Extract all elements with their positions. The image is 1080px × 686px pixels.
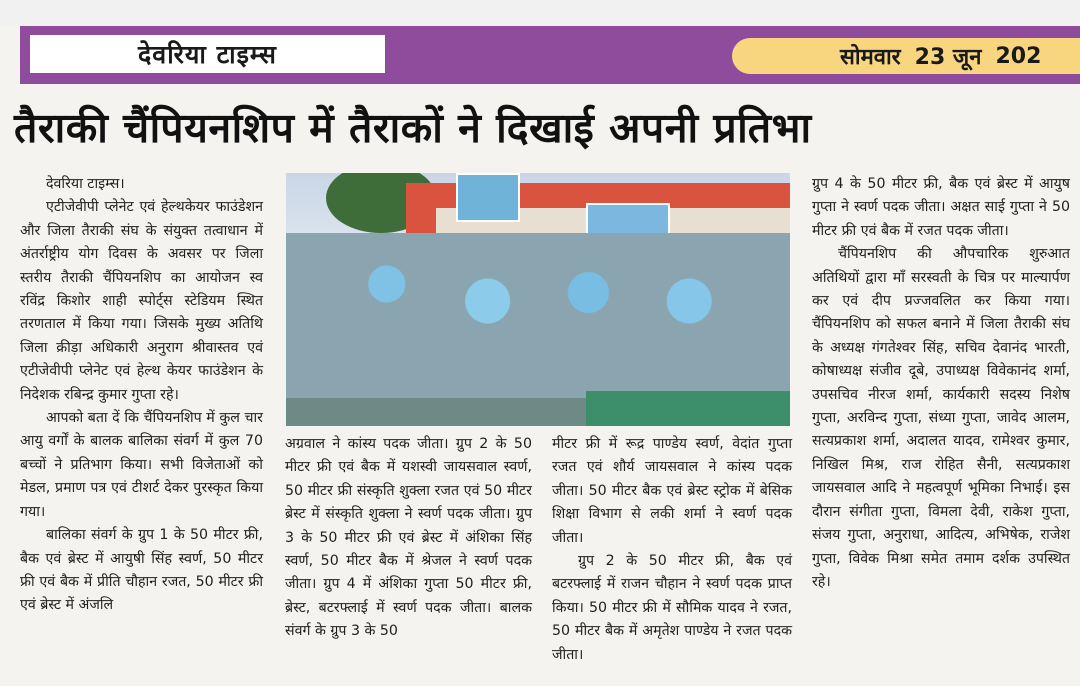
article-column-1 [20,173,263,618]
newspaper-brand: देवरिया टाइम्स [30,35,385,73]
article-headline: तैराकी चैंपियनशिप में तैराकों ने दिखाई अपनी प्रतिभा [14,104,812,152]
paragraph: ग्रुप 4 के 50 मीटर फ्री, बैक एवं ब्रेस्ट में आयुष गुप्ता ने स्वर्ण पदक जीता। अक्षत साई गुप्ता ने 50 मीटर फ्री एवं बैक में रजत पदक जीता। [812,176,1070,239]
article-column-2 [285,433,532,644]
top-strip [0,0,1080,26]
paragraph: बालिका संवर्ग के ग्रुप 1 के 50 मीटर फ्री, बैक एवं ब्रेस्ट में आयुषी सिंह स्वर्ण, 50 मीटर फ्री एवं बैक में प्रीति चौहान रजत, 50 मीटर फ्री एवं ब्रेस्ट में अंजलि [20,527,263,614]
paragraph: आपको बता दें कि चैंपियनशिप में कुल चार आयु वर्गों के बालक बालिका संवर्ग में कुल 70 बच्चों ने प्रतिभाग किया। सभी विजेताओं को मेडल, प्रमाण पत्र एवं टीशर्ट देकर पुरस्कृत किया गया। [20,410,263,520]
edition-year: 202 [995,43,1042,69]
photo-banner [456,173,520,222]
paragraph: अग्रवाल ने कांस्य पदक जीता। ग्रुप 2 के 50 मीटर फ्री एवं बैक में यशस्वी जायसवाल स्वर्ण, 50 मीटर फ्री संस्कृति शुक्ला रजत एवं 50 मीटर ब्रेस्ट में संस्कृति शुक्ला ने स्वर्ण पदक जीता। ग्रुप 3 के 50 मीटर फ्री एवं ब्रेस्ट में अंशिका सिंह स्वर्ण, 50 मीटर बैक में श्रेजल ने स्वर्ण पदक जीता। ग्रुप 4 में अंशिका गुप्ता 50 मीटर फ्री, ब्रेस्ट, बटरफ्लाई में स्वर्ण पदक जीता। बालक संवर्ग के ग्रुप 3 के 50 [285,436,532,640]
photo-green-mat [586,391,790,426]
edition-date [732,38,1080,74]
news-photo [286,173,790,426]
article-column-4 [812,173,1070,594]
masthead [20,26,1080,84]
edition-day: सोमवार [840,45,901,70]
paragraph: चैंपियनशिप की औपचारिक शुरुआत अतिथियों द्वारा माँ सरस्वती के चित्र पर माल्यार्पण कर एवं दीप प्रज्जवलित कर किया गया। चैंपियनशिप को सफल बनाने में जिला तैराकी संघ के अध्यक्ष गंगतेश्वर सिंह, सचिव देवानंद भारती, कोषाध्यक्ष संजीव दूबे, उपाध्यक्ष विवेकानंद शर्मा, उपसचिव नीरज शर्मा, कार्यकारी सदस्य निशेष गुप्ता, अरविन्द गुप्ता, संध्या गुप्ता, जावेद आलम, सत्यप्रकाश शर्मा, अदालत यादव, रामेश्वर कुमार, निखिल मिश्र, राज रोहित सैनी, सत्यप्रकाश जायसवाल आदि ने महत्वपूर्ण भूमिका निभाई। इस दौरान संगीता गुप्ता, विमला देवी, राकेश गुप्ता, संजय गुप्ता, अनुराधा, आदित्य, अभिषेक, राजेश गुप्ता, विवेक मिश्रा समेत तमाम दर्शक उपस्थित रहे। [812,246,1070,590]
paragraph: ग्रुप 2 के 50 मीटर फ्री, बैक एवं बटरफ्लाई में राजन चौहान ने स्वर्ण पदक प्राप्त किया। 50 मीटर फ्री में सौमिक यादव ने रजत, 50 मीटर बैक में अमृतेश पाण्डेय ने रजत पदक जीता। [552,553,792,663]
paragraph: मीटर फ्री में रूद्र पाण्डेय स्वर्ण, वेदांत गुप्ता रजत एवं शौर्य जायसवाल ने कांस्य पदक जीता। 50 मीटर बैक एवं ब्रेस्ट स्ट्रोक में बेसिक शिक्षा विभाग से लकी शर्मा ने स्वर्ण पदक जीता। [552,436,792,546]
paragraph: एटीजेवीपी प्लेनेट एवं हेल्थकेयर फाउंडेशन और जिला तैराकी संघ के संयुक्त तत्वाधान में अंतर्राष्ट्रीय योग दिवस के अवसर पर जिला स्तरीय तैराकी चैंपियनशिप का आयोजन स्व रविंद्र किशोर शाही स्पोर्ट्स स्टेडियम स्थित तरणताल में किया गया। जिसके मुख्य अतिथि जिला क्रीड़ा अधिकारी अनुराग श्रीवास्तव एवं एटीजेवीपी प्लेनेट एवं हेल्थ केयर फाउंडेशन के निदेशक रबिन्द्र कुमार गुप्ता रहे। [20,199,263,403]
edition-date-text: 23 जून [914,45,982,70]
dateline: देवरिया टाइम्स। [46,176,125,192]
article-column-3 [552,433,792,667]
photo-group-of-swimmers [286,233,790,403]
